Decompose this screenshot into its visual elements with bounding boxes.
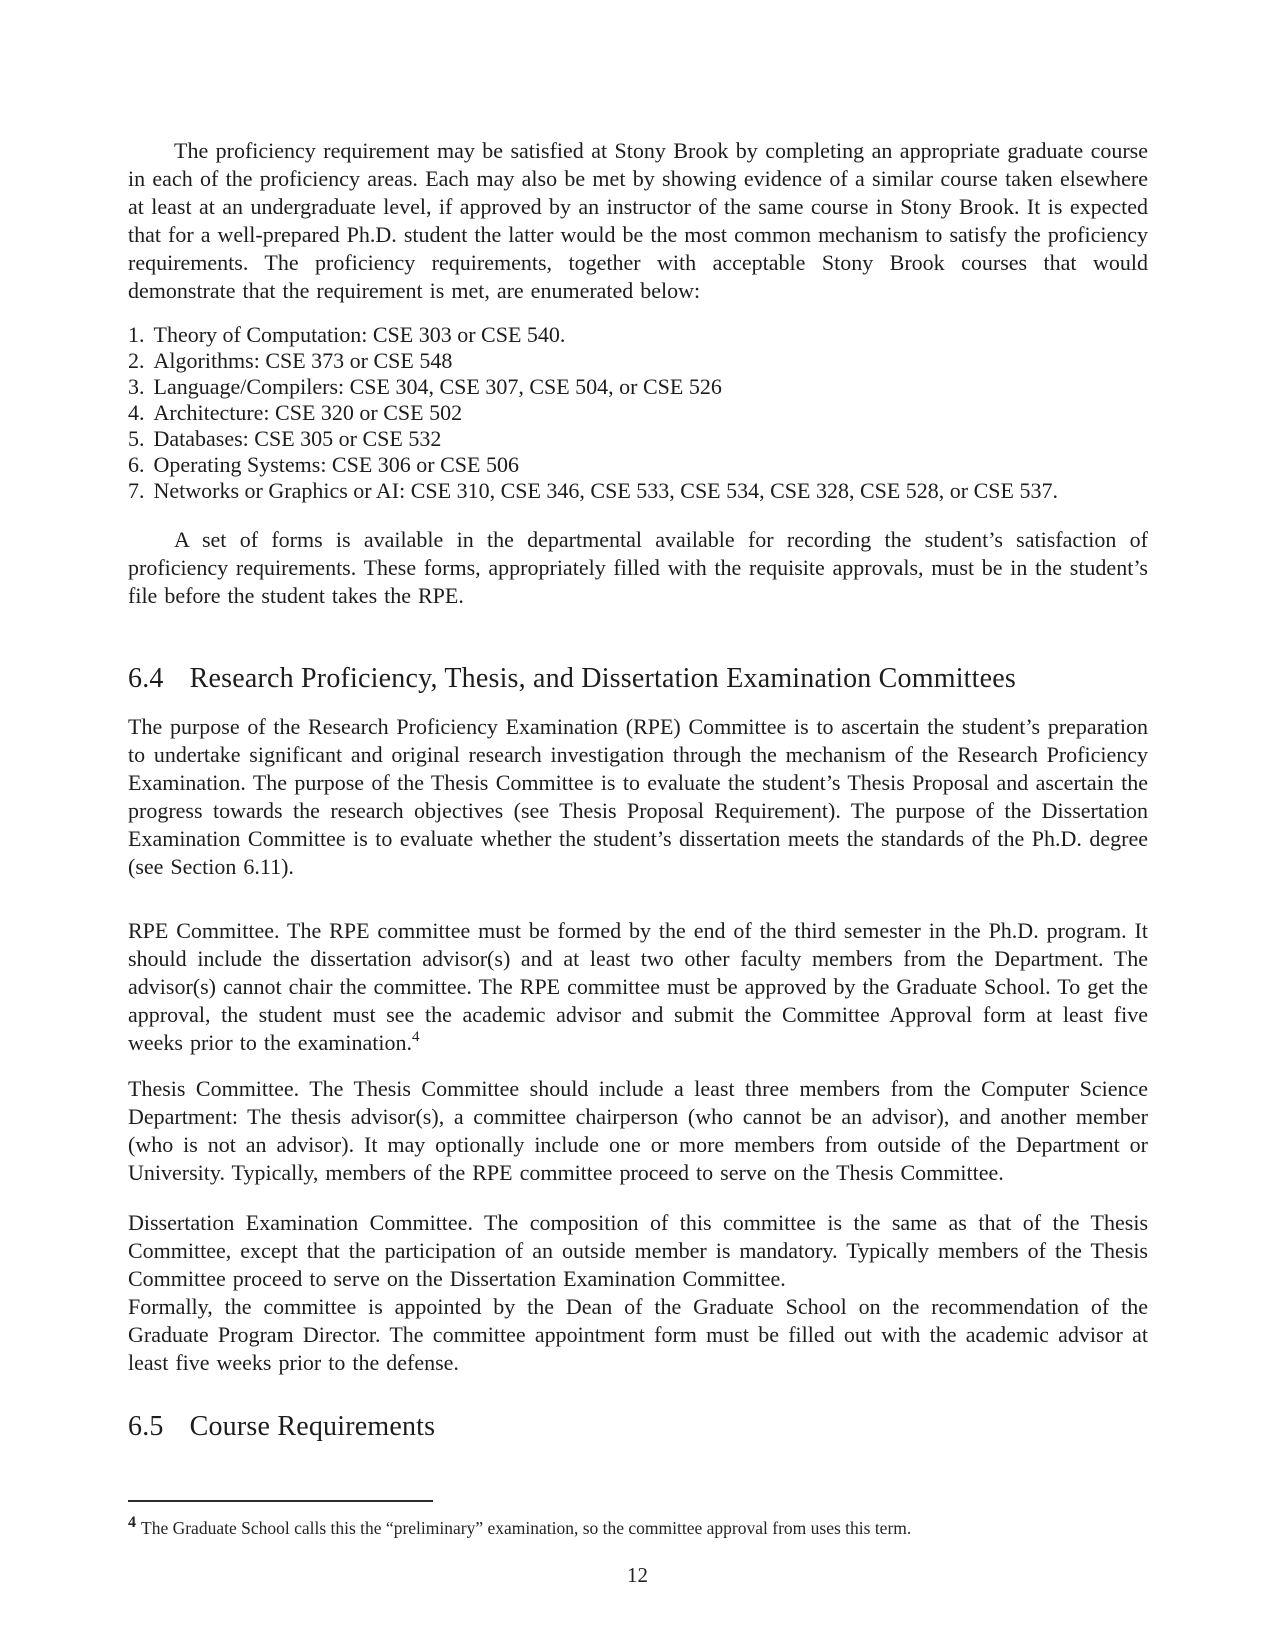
purpose-paragraph: The purpose of the Research Proficiency Examination (RPE) Committee is to ascertain the student’s preparation to undertake significant and original research investigation through the mechanism of the Research Proficiency Examination. The purpose of the Thesis Committee is to evaluate the student’s Thesis Proposal and ascertain the progress towards the research objectives (see Thesis Proposal Requirement). The purpose of the Dissertation Examination Committee is to evaluate whether the student’s dissertation meets the standards of the Ph.D. degree (see Section 6.11).: [128, 714, 1148, 879]
section-heading-6-4: [128, 662, 1148, 695]
list-item-text: Algorithms: CSE 373 or CSE 548: [153, 348, 453, 373]
list-item: [128, 400, 1148, 426]
intro-paragraph: The proficiency requirement may be satisfied at Stony Brook by completing an appropriate graduate course in each of the proficiency areas. Each may also be met by showing evidence of a similar course taken elsewhere at least at an undergraduate level, if approved by an instructor of the same course in Stony Brook. It is expected that for a well-prepared Ph.D. student the latter would be the most common mechanism to satisfy the proficiency requirements. The proficiency requirements, together with acceptable Stony Brook courses that would demonstrate that the requirement is met, are enumerated below:: [128, 138, 1148, 303]
footnote-text: The Graduate School calls this the “preliminary” examination, so the committee approval from uses this term.: [141, 1518, 912, 1538]
list-item-text: Language/Compilers: CSE 304, CSE 307, CSE 504, or CSE 526: [153, 374, 722, 399]
thesis-committee-paragraph: Thesis Committee. The Thesis Committee should include a least three members from the Computer Science Department: The thesis advisor(s), a committee chairperson (who cannot be an advisor), and another member (who is not an advisor). It may optionally include one or more members from outside of the Department or University. Typically, members of the RPE committee proceed to serve on the Thesis Committee.: [128, 1076, 1148, 1185]
list-item-number: 1.: [128, 322, 145, 347]
footnote: [128, 1511, 1148, 1540]
list-item-number: 5.: [128, 426, 145, 451]
list-item-number: 4.: [128, 400, 145, 425]
list-item-text: Theory of Computation: CSE 303 or CSE 540.: [153, 322, 566, 347]
list-item: [128, 452, 1148, 478]
list-item-text: Databases: CSE 305 or CSE 532: [153, 426, 442, 451]
section-title: Research Proficiency, Thesis, and Dissertation Examination Committees: [189, 663, 1016, 694]
footnote-reference: 4: [411, 1029, 420, 1045]
list-item: [128, 322, 1148, 348]
list-item-number: 7.: [128, 478, 145, 503]
list-item: [128, 426, 1148, 452]
list-item: [128, 374, 1148, 400]
section-number: 6.4: [128, 663, 164, 694]
list-item: [128, 348, 1148, 374]
formally-paragraph: Formally, the committee is appointed by the Dean of the Graduate School on the recommendation of the Graduate Program Director. The committee appointment form must be filled out with the academic advisor at least five weeks prior to the defense.: [128, 1294, 1148, 1375]
section-number: 6.5: [128, 1411, 164, 1442]
section-title: Course Requirements: [189, 1411, 436, 1442]
rpe-committee-text: RPE Committee. The RPE committee must be formed by the end of the third semester in the Ph.D. program. It should include the dissertation advisor(s) and at least two other faculty members from the Department. The advisor(s) cannot chair the committee. The RPE committee must be approved by the Graduate School. To get the approval, the student must see the academic advisor and submit the Committee Approval form at least five weeks prior to the examination.: [128, 918, 1148, 1055]
proficiency-list: [128, 322, 1148, 504]
list-item-text: Operating Systems: CSE 306 or CSE 506: [153, 452, 519, 477]
section-heading-6-5: [128, 1410, 1148, 1443]
list-item-text: Architecture: CSE 320 or CSE 502: [153, 400, 463, 425]
rpe-committee-paragraph: [128, 917, 1148, 1057]
footnote-marker: 4: [128, 1514, 136, 1531]
footnote-area: [128, 1500, 1148, 1540]
list-item-number: 6.: [128, 452, 145, 477]
footnote-rule: [128, 1500, 433, 1502]
forms-paragraph: A set of forms is available in the departmental available for recording the student’s satisfaction of proficiency requirements. These forms, appropriately filled with the requisite approvals, must be in the student’s file before the student takes the RPE.: [128, 527, 1148, 608]
list-item-number: 3.: [128, 374, 145, 399]
list-item-text: Networks or Graphics or AI: CSE 310, CSE 346, CSE 533, CSE 534, CSE 328, CSE 528, or CSE 537.: [153, 478, 1058, 503]
list-item: [128, 478, 1148, 504]
list-item-number: 2.: [128, 348, 145, 373]
dissertation-committee-paragraph: Dissertation Examination Committee. The composition of this committee is the same as that of the Thesis Committee, except that the participation of an outside member is mandatory. Typically members of the Thesis Committee proceed to serve on the Dissertation Examination Committee.: [128, 1210, 1148, 1291]
page-number: 12: [627, 1563, 648, 1587]
